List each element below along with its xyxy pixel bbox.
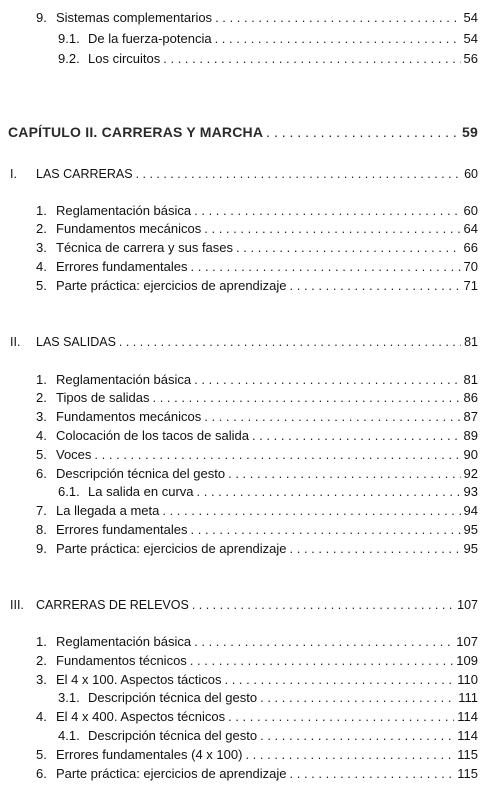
toc-entry — [0, 409, 494, 425]
entry-title: La llegada a meta — [56, 503, 160, 518]
entry-number: 4. — [36, 709, 47, 724]
entry-title: El 4 x 400. Aspectos técnicos — [56, 709, 226, 724]
dot-leader — [224, 672, 454, 688]
entry-title: El 4 x 100. Aspectos tácticos — [56, 672, 222, 687]
section-heading — [0, 334, 494, 350]
dot-leader — [290, 541, 461, 557]
entry-title: Tipos de salidas — [56, 390, 150, 405]
dot-leader — [260, 728, 454, 744]
entry-title: Errores fundamentales (4 x 100) — [56, 747, 243, 762]
toc-entry — [0, 634, 494, 650]
entry-number: 6. — [36, 466, 47, 481]
entry-number: 9. — [36, 10, 47, 25]
toc-entry — [0, 259, 494, 275]
entry-page: 66 — [463, 240, 478, 255]
entry-page: 95 — [463, 522, 478, 537]
entry-number: 1. — [36, 203, 47, 218]
entry-title: Sistemas complementarios — [56, 10, 213, 25]
toc-entry — [0, 766, 494, 782]
dot-leader — [190, 653, 454, 669]
entry-title: Colocación de los tacos de salida — [56, 428, 249, 443]
entry-number: 5. — [36, 747, 47, 762]
entry-title: La salida en curva — [88, 484, 194, 499]
dot-leader — [163, 51, 460, 67]
dot-leader — [290, 766, 455, 782]
entry-page: 81 — [463, 372, 478, 387]
entry-title: Parte práctica: ejercicios de aprendizaje — [56, 766, 287, 781]
dot-leader — [236, 240, 461, 256]
entry-page: 54 — [463, 31, 478, 46]
dot-leader — [194, 203, 460, 219]
toc-entry — [0, 10, 494, 26]
dot-leader — [266, 124, 459, 140]
entry-page: 86 — [463, 390, 478, 405]
entry-title: De la fuerza-potencia — [88, 31, 212, 46]
entry-number: 3.1. — [58, 690, 80, 705]
toc-entry — [0, 428, 494, 444]
dot-leader — [191, 522, 461, 538]
entry-title: Técnica de carrera y sus fases — [56, 240, 234, 255]
toc-entry — [0, 240, 494, 256]
section-page: 60 — [464, 167, 478, 181]
dot-leader — [228, 709, 454, 725]
entry-page: 92 — [463, 466, 478, 481]
entry-number: 7. — [36, 503, 47, 518]
entry-title: Parte práctica: ejercicios de aprendizaje — [56, 278, 287, 293]
entry-page: 115 — [457, 766, 478, 781]
section-title: CARRERAS DE RELEVOS — [36, 598, 189, 612]
entry-title: Errores fundamentales — [56, 522, 188, 537]
toc-entry — [0, 522, 494, 538]
section-page: 81 — [464, 335, 478, 349]
toc-entry — [0, 278, 494, 294]
entry-title: Descripción técnica del gesto — [88, 728, 258, 743]
entry-number: 3. — [36, 240, 47, 255]
entry-title: Los circuitos — [88, 51, 161, 66]
entry-title: Reglamentación básica — [56, 634, 192, 649]
dot-leader — [191, 259, 461, 275]
entry-number: 6. — [36, 766, 47, 781]
section-heading — [0, 597, 494, 613]
entry-number: 2. — [36, 221, 47, 236]
entry-number: 6.1. — [58, 484, 80, 499]
dot-leader — [194, 372, 460, 388]
dot-leader — [215, 31, 461, 47]
toc-entry — [0, 31, 494, 47]
entry-title: Errores fundamentales — [56, 259, 188, 274]
entry-number: 2. — [36, 390, 47, 405]
entry-title: Descripción técnica del gesto — [56, 466, 226, 481]
entry-page: 54 — [463, 10, 478, 25]
section-title: LAS CARRERAS — [36, 167, 133, 181]
chapter-title: CAPÍTULO II. CARRERAS Y MARCHA — [8, 124, 264, 140]
toc-entry — [0, 541, 494, 557]
toc-entry — [0, 221, 494, 237]
dot-leader — [204, 409, 460, 425]
dot-leader — [290, 278, 461, 294]
toc-entry — [0, 728, 494, 744]
entry-page: 64 — [463, 221, 478, 236]
entry-title: Parte práctica: ejercicios de aprendizaje — [56, 541, 287, 556]
toc-entry — [0, 653, 494, 669]
entry-number: 3. — [36, 672, 47, 687]
entry-number: 9. — [36, 541, 47, 556]
section-number: I. — [10, 167, 17, 181]
entry-page: 90 — [463, 447, 478, 462]
dot-leader — [252, 428, 461, 444]
chapter-heading — [0, 124, 494, 140]
entry-page: 109 — [456, 653, 478, 668]
entry-number: 4. — [36, 259, 47, 274]
entry-page: 71 — [463, 278, 478, 293]
dot-leader — [228, 466, 460, 482]
dot-leader — [194, 634, 453, 650]
section-title: LAS SALIDAS — [36, 335, 116, 349]
toc-entry — [0, 484, 494, 500]
entry-page: 107 — [456, 634, 478, 649]
entry-title: Fundamentos mecánicos — [56, 221, 202, 236]
toc-entry — [0, 503, 494, 519]
entry-page: 111 — [458, 690, 478, 705]
entry-number: 9.1. — [58, 31, 80, 46]
toc-entry — [0, 466, 494, 482]
entry-page: 110 — [457, 672, 478, 687]
entry-page: 114 — [457, 728, 478, 743]
entry-title: Reglamentación básica — [56, 203, 192, 218]
entry-number: 4.1. — [58, 728, 80, 743]
entry-number: 1. — [36, 372, 47, 387]
entry-page: 93 — [463, 484, 478, 499]
section-heading — [0, 166, 494, 182]
entry-number: 2. — [36, 653, 47, 668]
toc-entry — [0, 690, 494, 706]
entry-page: 95 — [463, 541, 478, 556]
chapter-page: 59 — [462, 124, 478, 140]
toc-entry — [0, 390, 494, 406]
entry-number: 5. — [36, 447, 47, 462]
dot-leader — [204, 221, 460, 237]
entry-number: 4. — [36, 428, 47, 443]
toc-entry — [0, 672, 494, 688]
dot-leader — [136, 166, 462, 182]
entry-title: Voces — [56, 447, 92, 462]
toc-entry — [0, 747, 494, 763]
toc-entry — [0, 709, 494, 725]
entry-number: 9.2. — [58, 51, 80, 66]
toc-entry — [0, 203, 494, 219]
toc-entry — [0, 51, 494, 67]
entry-number: 8. — [36, 522, 47, 537]
section-number: II. — [10, 335, 21, 349]
dot-leader — [215, 10, 460, 26]
dot-leader — [162, 503, 460, 519]
dot-leader — [192, 597, 454, 613]
dot-leader — [260, 690, 455, 706]
section-number: III. — [10, 598, 24, 612]
entry-page: 114 — [457, 709, 478, 724]
dot-leader — [119, 334, 461, 350]
entry-page: 60 — [463, 203, 478, 218]
entry-page: 87 — [463, 409, 478, 424]
dot-leader — [245, 747, 454, 763]
toc-entry — [0, 447, 494, 463]
entry-page: 56 — [463, 51, 478, 66]
toc-entry — [0, 372, 494, 388]
section-page: 107 — [457, 598, 478, 612]
entry-title: Fundamentos mecánicos — [56, 409, 202, 424]
entry-title: Reglamentación básica — [56, 372, 192, 387]
entry-number: 5. — [36, 278, 47, 293]
entry-number: 3. — [36, 409, 47, 424]
dot-leader — [94, 447, 460, 463]
dot-leader — [152, 390, 460, 406]
entry-number: 1. — [36, 634, 47, 649]
entry-title: Fundamentos técnicos — [56, 653, 187, 668]
dot-leader — [197, 484, 461, 500]
entry-page: 89 — [463, 428, 478, 443]
entry-page: 94 — [463, 503, 478, 518]
entry-title: Descripción técnica del gesto — [88, 690, 258, 705]
entry-page: 115 — [457, 747, 478, 762]
entry-page: 70 — [463, 259, 478, 274]
